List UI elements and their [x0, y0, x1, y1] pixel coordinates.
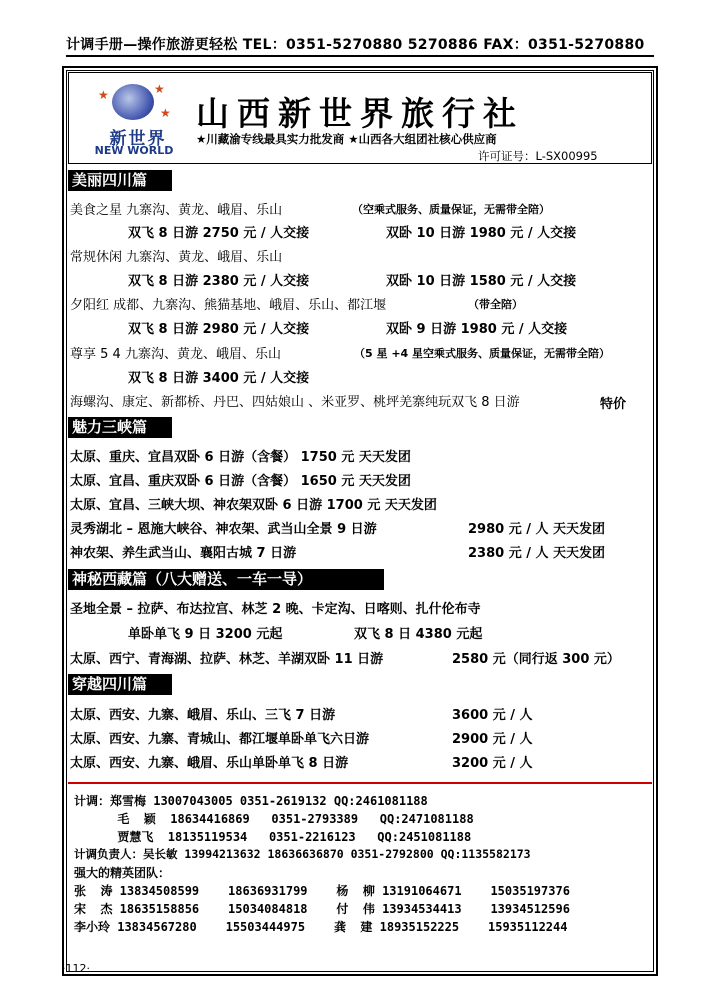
- top-rule: [66, 55, 654, 57]
- price: 双飞 8 日 4380 元起: [354, 627, 483, 642]
- price: 2380 元 / 人 天天发团: [468, 546, 606, 561]
- logo-cn: 新世界: [109, 129, 167, 149]
- price: 3200 元 / 人: [452, 756, 533, 771]
- route: 美食之星 九寨沟、黄龙、峨眉、乐山: [70, 203, 283, 218]
- price: 2580 元（同行返 300 元）: [452, 652, 620, 667]
- logo-en: NEW WORLD: [94, 144, 174, 157]
- logo: [90, 80, 178, 158]
- route: 太原、宜昌、三峡大坝、神农架双卧 6 日游 1700 元 天天发团: [70, 498, 437, 513]
- star-icon: ★: [154, 82, 165, 96]
- price: 双飞 8 日游 3400 元 / 人交接: [128, 371, 310, 386]
- page-number: ·112·: [62, 962, 90, 975]
- route: 尊享 5 4 九寨沟、黄龙、峨眉、乐山: [70, 347, 281, 362]
- price: 2980 元 / 人 天天发团: [468, 522, 606, 537]
- contact-line: 毛 颖 18634416869 0351-2793389 QQ:2471081188: [74, 812, 474, 826]
- price: 双飞 8 日游 2980 元 / 人交接: [128, 322, 310, 337]
- route: 太原、西安、九寨、青城山、都江堰单卧单飞六日游: [70, 732, 370, 747]
- route: 神农架、养生武当山、襄阳古城 7 日游: [70, 546, 297, 561]
- route: 太原、西安、九寨、峨眉、乐山、三飞 7 日游: [70, 708, 336, 723]
- route: 海螺沟、康定、新都桥、丹巴、四姑娘山 、米亚罗、桃坪羌寨纯玩双飞 8 日游: [70, 395, 520, 410]
- price: 双卧 10 日游 1980 元 / 人交接: [386, 226, 577, 241]
- star-icon: ★: [98, 88, 109, 102]
- section-title-xizang: 神秘西藏篇（八大赠送、一车一导）: [68, 569, 384, 590]
- contact-line: 贾慧飞 18135119534 0351-2216123 QQ:2451081188: [74, 830, 472, 844]
- contact-line: 计调负责人：吴长敏 13994213632 18636636870 0351-2792800 QQ:1135582173: [74, 847, 531, 861]
- route: 太原、西宁、青海湖、拉萨、林芝、羊湖双卧 11 日游: [70, 652, 384, 667]
- route: 太原、重庆、宜昌双卧 6 日游（含餐） 1750 元 天天发团: [70, 450, 411, 465]
- route: 夕阳红 成都、九寨沟、熊猫基地、峨眉、乐山、都江堰: [70, 298, 387, 313]
- price: 双飞 8 日游 2380 元 / 人交接: [128, 274, 310, 289]
- contact-line: 计调：郑雪梅 13007043005 0351-2619132 QQ:2461081188: [74, 794, 428, 808]
- price: 双卧 9 日游 1980 元 / 人交接: [386, 322, 568, 337]
- team-line: 宋 杰 18635158856 15034084818 付 伟 13934534413 13934512596: [74, 902, 570, 916]
- team-line: 张 涛 13834508599 18636931799 杨 柳 13191064671 15035197376: [74, 884, 570, 898]
- route-note: （5 星 +4 星空乘式服务、质量保证，无需带全陪）: [354, 347, 611, 360]
- globe-icon: [112, 84, 154, 120]
- license: 许可证号：L-SX00995: [478, 149, 598, 163]
- route: 灵秀湖北 – 恩施大峡谷、神农架、武当山全景 9 日游: [70, 522, 377, 537]
- team-heading: 强大的精英团队：: [74, 866, 171, 880]
- price: 双飞 8 日游 2750 元 / 人交接: [128, 226, 310, 241]
- special-tag: 特价: [600, 397, 627, 412]
- star-icon: ★: [160, 106, 171, 120]
- route: 太原、宜昌、重庆双卧 6 日游（含餐） 1650 元 天天发团: [70, 474, 411, 489]
- divider: [68, 782, 652, 784]
- price: 2900 元 / 人: [452, 732, 533, 747]
- route-note: （带全陪）: [468, 298, 523, 311]
- price: 双卧 10 日游 1580 元 / 人交接: [386, 274, 577, 289]
- slogan: ★川藏渝专线最具实力批发商 ★山西各大组团社核心供应商: [196, 132, 497, 146]
- price: 单卧单飞 9 日 3200 元起: [128, 627, 283, 642]
- route-note: （空乘式服务、质量保证，无需带全陪）: [352, 203, 550, 216]
- section-title-sanxia: 魅力三峡篇: [68, 417, 172, 438]
- team-line: 李小玲 13834567280 15503444975 龚 建 18935152225 15935112244: [74, 920, 568, 934]
- agency-name: 山西新世界旅行社: [196, 94, 524, 133]
- section-title-sichuan1: 美丽四川篇: [68, 170, 172, 191]
- price: 3600 元 / 人: [452, 708, 533, 723]
- section-title-sichuan2: 穿越四川篇: [68, 674, 172, 695]
- route: 圣地全景 – 拉萨、布达拉宫、林芝 2 晚、卡定沟、日喀则、扎什伦布寺: [70, 602, 481, 617]
- route: 太原、西安、九寨、峨眉、乐山单卧单飞 8 日游: [70, 756, 349, 771]
- top-banner: 计调手册—操作旅游更轻松 TEL：0351-5270880 5270886 FAX：0351-5270880: [66, 37, 645, 53]
- route: 常规休闲 九寨沟、黄龙、峨眉、乐山: [70, 250, 283, 265]
